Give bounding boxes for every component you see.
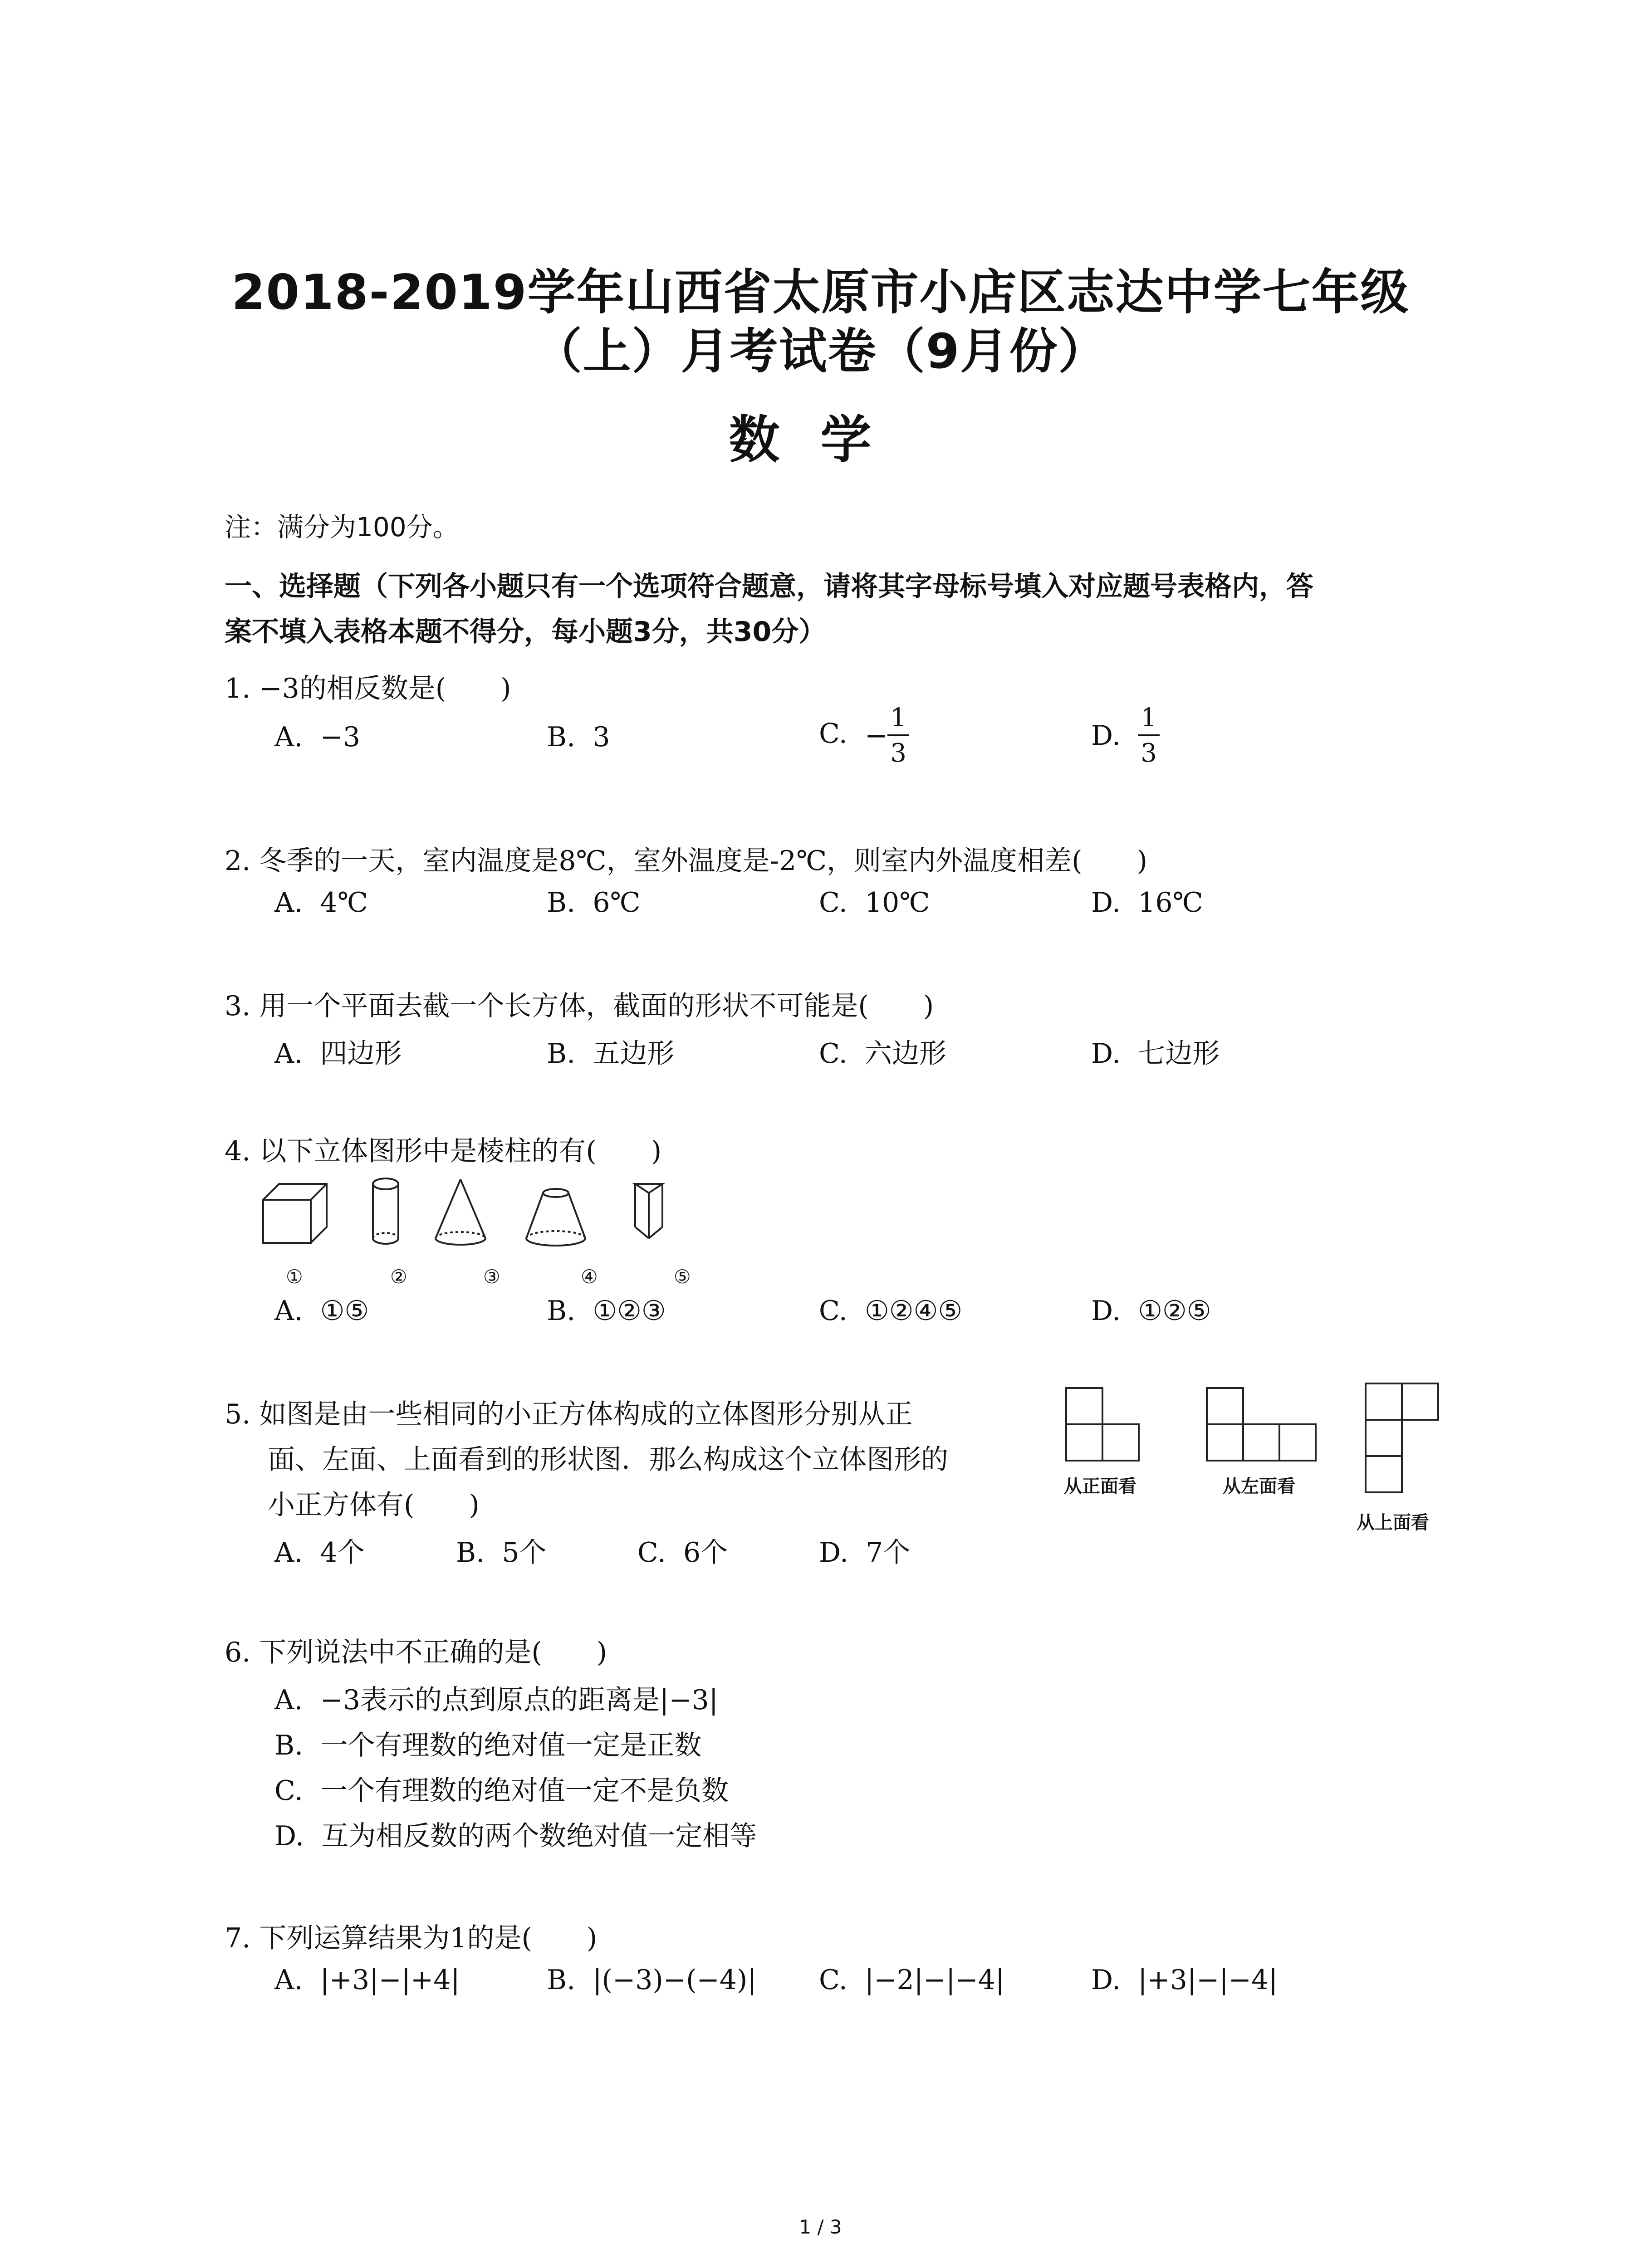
option-text: |(−3)−(−4)| (593, 1964, 757, 1996)
option-letter: B. (547, 1038, 576, 1070)
frustum-figure (526, 1189, 585, 1246)
option-text: 4个 (320, 1537, 365, 1569)
question-5-option-b[interactable] (456, 1531, 547, 1570)
option-letter: B. (456, 1537, 485, 1569)
option-text: 16℃ (1138, 887, 1203, 919)
question-4-option-d[interactable] (1091, 1295, 1211, 1327)
option-text: 6℃ (593, 887, 641, 919)
option-letter: B. (547, 721, 576, 753)
figure-label-1: ① (286, 1266, 303, 1288)
option-text: ①⑤ (320, 1295, 369, 1327)
cone-figure (436, 1179, 485, 1245)
option-text: 一个有理数的绝对值一定是正数 (320, 1730, 702, 1761)
cylinder-figure (373, 1178, 398, 1244)
option-text: −3表示的点到原点的距离是|−3| (320, 1684, 718, 1716)
option-letter: C. (819, 718, 847, 750)
question-7-stem: 7. 下列运算结果为1的是( ) (225, 1922, 598, 1954)
question-5-option-d[interactable] (819, 1531, 910, 1570)
option-text: 六边形 (865, 1038, 946, 1070)
option-text: ①②⑤ (1138, 1295, 1211, 1327)
option-text: −3 (320, 721, 361, 753)
question-2-stem: 2. 冬季的一天，室内温度是8℃，室外温度是-2℃，则室内外温度相差( ) (225, 845, 1147, 877)
option-letter: A. (274, 1964, 303, 1996)
option-text: 四边形 (320, 1038, 402, 1070)
fraction-numerator: 1 (887, 705, 909, 736)
figure-label-4: ④ (581, 1266, 598, 1288)
option-letter: C. (819, 887, 847, 919)
fraction-denominator: 3 (890, 738, 906, 768)
question-7-option-d[interactable] (1091, 1964, 1278, 1996)
option-text: 5个 (502, 1537, 547, 1569)
top-view-label: 从上面看 (1357, 1512, 1429, 1533)
option-text: 6个 (683, 1537, 728, 1569)
option-letter: B. (547, 1964, 576, 1996)
subject-title: 数学 (729, 411, 912, 469)
option-text: 互为相反数的两个数绝对值一定相等 (321, 1820, 757, 1852)
option-text: 4℃ (320, 887, 368, 919)
exam-title-line1: 2018-2019学年山西省太原市小店区志达中学七年级 (231, 264, 1410, 320)
option-text: 五边形 (593, 1038, 675, 1070)
question-3-option-d[interactable] (1091, 1032, 1220, 1071)
question-1-option-d[interactable] (1091, 705, 1160, 766)
option-text: ①②④⑤ (865, 1295, 963, 1327)
option-text: 一个有理数的绝对值一定不是负数 (320, 1775, 729, 1807)
question-7-option-c[interactable] (819, 1964, 1004, 1996)
option-letter: A. (274, 1684, 303, 1716)
fraction (887, 705, 909, 766)
question-5-option-c[interactable] (637, 1531, 728, 1570)
question-5-stem-line2: 面、左面、上面看到的形状图．那么构成这个立体图形的 (268, 1444, 948, 1476)
question-6-option-a[interactable] (274, 1678, 718, 1717)
option-letter: D. (274, 1820, 304, 1852)
question-3-option-c[interactable] (819, 1032, 946, 1071)
score-note: 注：满分为100分。 (225, 512, 459, 543)
front-view (1066, 1388, 1139, 1461)
question-6-stem: 6. 下列说法中不正确的是( ) (225, 1637, 607, 1668)
option-letter: C. (819, 1964, 847, 1996)
question-3-stem: 3. 用一个平面去截一个长方体，截面的形状不可能是( ) (225, 990, 934, 1022)
option-text: |+3|−|−4| (1138, 1964, 1278, 1996)
question-3-option-a[interactable] (274, 1032, 402, 1071)
question-2-option-c[interactable] (819, 887, 930, 919)
option-letter: C. (637, 1537, 666, 1569)
top-view (1366, 1383, 1438, 1492)
question-4-option-a[interactable] (274, 1295, 369, 1327)
question-4-option-b[interactable] (547, 1295, 666, 1327)
page-number: 1 / 3 (799, 2216, 842, 2238)
option-text: 3 (593, 721, 610, 753)
option-letter: C. (819, 1038, 847, 1070)
question-7-option-a[interactable] (274, 1964, 460, 1996)
question-1-option-b[interactable] (547, 721, 610, 753)
option-letter: B. (547, 887, 576, 919)
figure-label-2: ② (390, 1266, 407, 1288)
option-letter: C. (274, 1775, 303, 1807)
option-letter: A. (274, 1295, 303, 1327)
option-letter: B. (274, 1730, 304, 1761)
figure-label-3: ③ (483, 1266, 500, 1288)
question-5-option-a[interactable] (274, 1531, 365, 1570)
question-6-option-d[interactable] (274, 1814, 757, 1853)
question-4-stem: 4. 以下立体图形中是棱柱的有( ) (225, 1135, 662, 1167)
question-5-stem-line1: 5. 如图是由一些相同的小正方体构成的立体图形分别从正 (225, 1398, 913, 1430)
exam-title-line2: （上）月考试卷（9月份） (534, 323, 1107, 379)
question-2-option-a[interactable] (274, 887, 368, 919)
section-heading-line2: 案不填入表格本题不得分，每小题3分，共30分） (225, 616, 826, 648)
option-text: 10℃ (865, 887, 930, 919)
left-view-label: 从左面看 (1223, 1476, 1295, 1497)
option-text: 七边形 (1138, 1038, 1220, 1070)
option-letter: A. (274, 1537, 303, 1569)
option-letter: A. (274, 887, 303, 919)
option-letter: C. (819, 1295, 847, 1327)
left-view (1207, 1388, 1316, 1461)
fraction (1138, 705, 1160, 766)
option-letter: D. (1091, 720, 1121, 752)
question-2-option-d[interactable] (1091, 887, 1203, 919)
option-text: 7个 (866, 1537, 911, 1569)
question-1-option-a[interactable] (274, 721, 360, 753)
option-text: |−2|−|−4| (865, 1964, 1005, 1996)
option-letter: D. (1091, 1964, 1121, 1996)
fraction-numerator: 1 (1138, 705, 1160, 736)
question-1-option-c[interactable] (819, 705, 909, 766)
question-6-option-c[interactable] (274, 1769, 729, 1808)
option-sign: − (865, 720, 888, 752)
option-letter: A. (274, 721, 303, 753)
option-letter: B. (547, 1295, 576, 1327)
front-view-label: 从正面看 (1064, 1476, 1136, 1497)
option-letter: D. (1091, 887, 1121, 919)
question-7-option-b[interactable] (547, 1964, 757, 1996)
question-3-option-b[interactable] (547, 1032, 674, 1071)
option-letter: A. (274, 1038, 303, 1070)
option-text: |+3|−|+4| (320, 1964, 460, 1996)
question-1-stem: 1. −3的相反数是( ) (225, 673, 511, 704)
figure-label-5: ⑤ (674, 1266, 691, 1288)
triangular-prism-figure (635, 1184, 662, 1238)
fraction-denominator: 3 (1141, 738, 1157, 768)
question-4-option-c[interactable] (819, 1295, 962, 1327)
option-letter: D. (1091, 1038, 1121, 1070)
option-letter: D. (1091, 1295, 1121, 1327)
option-letter: D. (819, 1537, 849, 1569)
question-2-option-b[interactable] (547, 887, 641, 919)
section-heading-line1: 一、选择题（下列各小题只有一个选项符合题意，请将其字母标号填入对应题号表格内，答 (225, 571, 1313, 602)
option-text: ①②③ (593, 1295, 666, 1327)
question-6-option-b[interactable] (274, 1724, 701, 1763)
cube-figure (263, 1184, 327, 1243)
question-5-stem-line3: 小正方体有( ) (268, 1489, 480, 1521)
